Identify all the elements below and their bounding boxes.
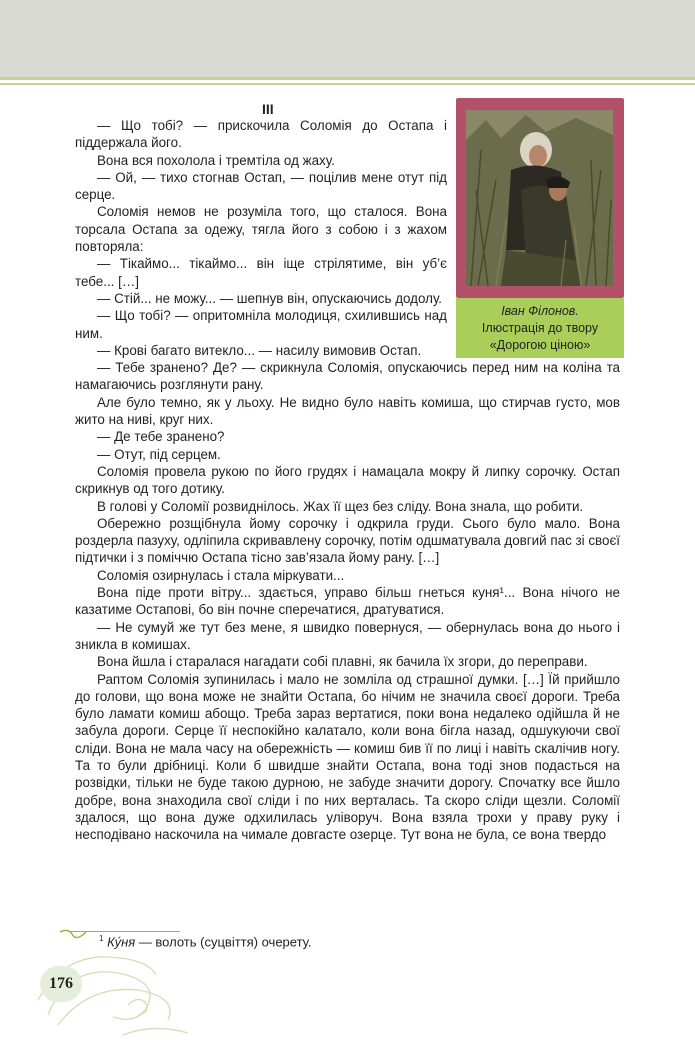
paragraph: Вона йшла і старалася нагадати собі плавні, як бачила їх згори, до переправи. — [97, 654, 588, 670]
paragraph: Вона піде проти вітру... здається, управо більш гнеться куня¹... Вона нічого не казатиме Остапові, бо він почне сперечатися, дратуватися. — [75, 585, 620, 618]
paragraph: — Стій... не можу... — шепнув він, опускаючись додолу. — [97, 290, 443, 306]
paragraph: Але було темно, як у льоху. Не видно було навіть комиша, що стирчав густо, мов жито на ниві, круг них. — [75, 394, 620, 428]
page-number: 176 — [40, 966, 82, 1002]
paragraph: — Тебе зранено? Де? — скрикнула Соломія, опускаючись перед ним на коліна та намагаючись розглянути рану. — [75, 360, 620, 393]
section-title: III — [262, 101, 274, 117]
caption-line-2: «Дорогою ціною» — [489, 338, 591, 352]
paragraph: — Ой, — тихо стогнав Остап, — поцілив мене отут під серце. — [75, 169, 447, 203]
paragraph: В голові у Соломії розвиднілось. Жах її щез без сліду. Вона знала, що робити. — [97, 498, 584, 514]
paragraph: Соломія озирнулась і стала міркувати... — [97, 567, 345, 583]
paragraph: — Тікаймо... тікаймо... він іще стрілятиме, він уб’є тебе... […] — [75, 256, 447, 289]
paragraph: Раптом Соломія зупинилась і мало не зомліла од страшної думки. […] Їй прийшло до голови, що вона може не знайти Остапа, бо нічим не значила своєї дороги. Треба було ламати комиш абощо. Треба зараз вертатися, поки вона недалеко одійшла й не забула дороги. Серце її неспокійно калатало, коли вона бігла назад, одшукуючи свої сліди. Вона не мала часу на обережність — комиш бив її по лиці і навіть скалічив ногу. Та то були дрібниці. Коли б швидше знайти Остапа, вона тоді знов подасться на розвідки, тільки не буде такою дурною, не забуде значити дорогу. Спочатку все йшло добре, вона знаходила свої сліди і по них верталась. Та скоро сліди щезли. Соломії здалося, що вона дуже одхилилась уліворуч. Вона взяла трохи у праву руку і несподівано наскочила на чимале довгасте озерце. Тут вона не була, се вона твердо — [75, 671, 620, 843]
paragraph: — Крові багато витекло... — насилу вимовив Остап. — [97, 342, 422, 358]
caption-author: Іван Філонов. — [501, 304, 579, 318]
footnote-definition: — волоть (суцвіття) очерету. — [135, 934, 312, 950]
paragraph: Соломія немов не розуміла того, що сталося. Вона торсала Остапа за одежу, тягла його з собою і з жахом повторяла: — [75, 204, 447, 255]
paragraph: Соломія провела рукою по його грудях і намацала мокру й липку сорочку. Остап скрикнув од того дотику. — [75, 463, 620, 497]
header-band — [0, 0, 695, 77]
paragraph: Вона вся похолола і тремтіла од жаху. — [97, 152, 335, 168]
footnote-marker: 1 — [99, 934, 104, 943]
header-rule-thin — [0, 83, 695, 85]
paragraph: — Не сумуй же тут без мене, я швидко повернуся, — обернулась вона до нього і зникла в комишах. — [75, 619, 620, 652]
caption-line-1: Ілюстрація до твору — [481, 321, 599, 335]
footnote-ornament-icon — [58, 926, 88, 946]
paragraph: — Де тебе зранено? — [97, 429, 225, 445]
body-text — [75, 117, 620, 843]
paragraph: — Що тобі? — прискочила Соломія до Остапа і піддержала його. — [75, 118, 447, 151]
footnote-term: Ку́ня — [107, 934, 136, 950]
paragraph: Обережно розщібнула йому сорочку і одкрила груди. Сього було мало. Вона роздерла пазуху, одліпила скривавлену сорочку, потім одшматувала довгий пас зі своєї підтички і з поміччю Остапа тісно зав’язала йому рану. […] — [75, 515, 620, 566]
header-rule — [0, 77, 695, 80]
paragraph: — Що тобі? — опритомніла молодиця, схилившись над ним. — [75, 308, 447, 341]
paragraph: — Отут, під серцем. — [97, 446, 221, 462]
footnote-rule — [70, 931, 180, 932]
